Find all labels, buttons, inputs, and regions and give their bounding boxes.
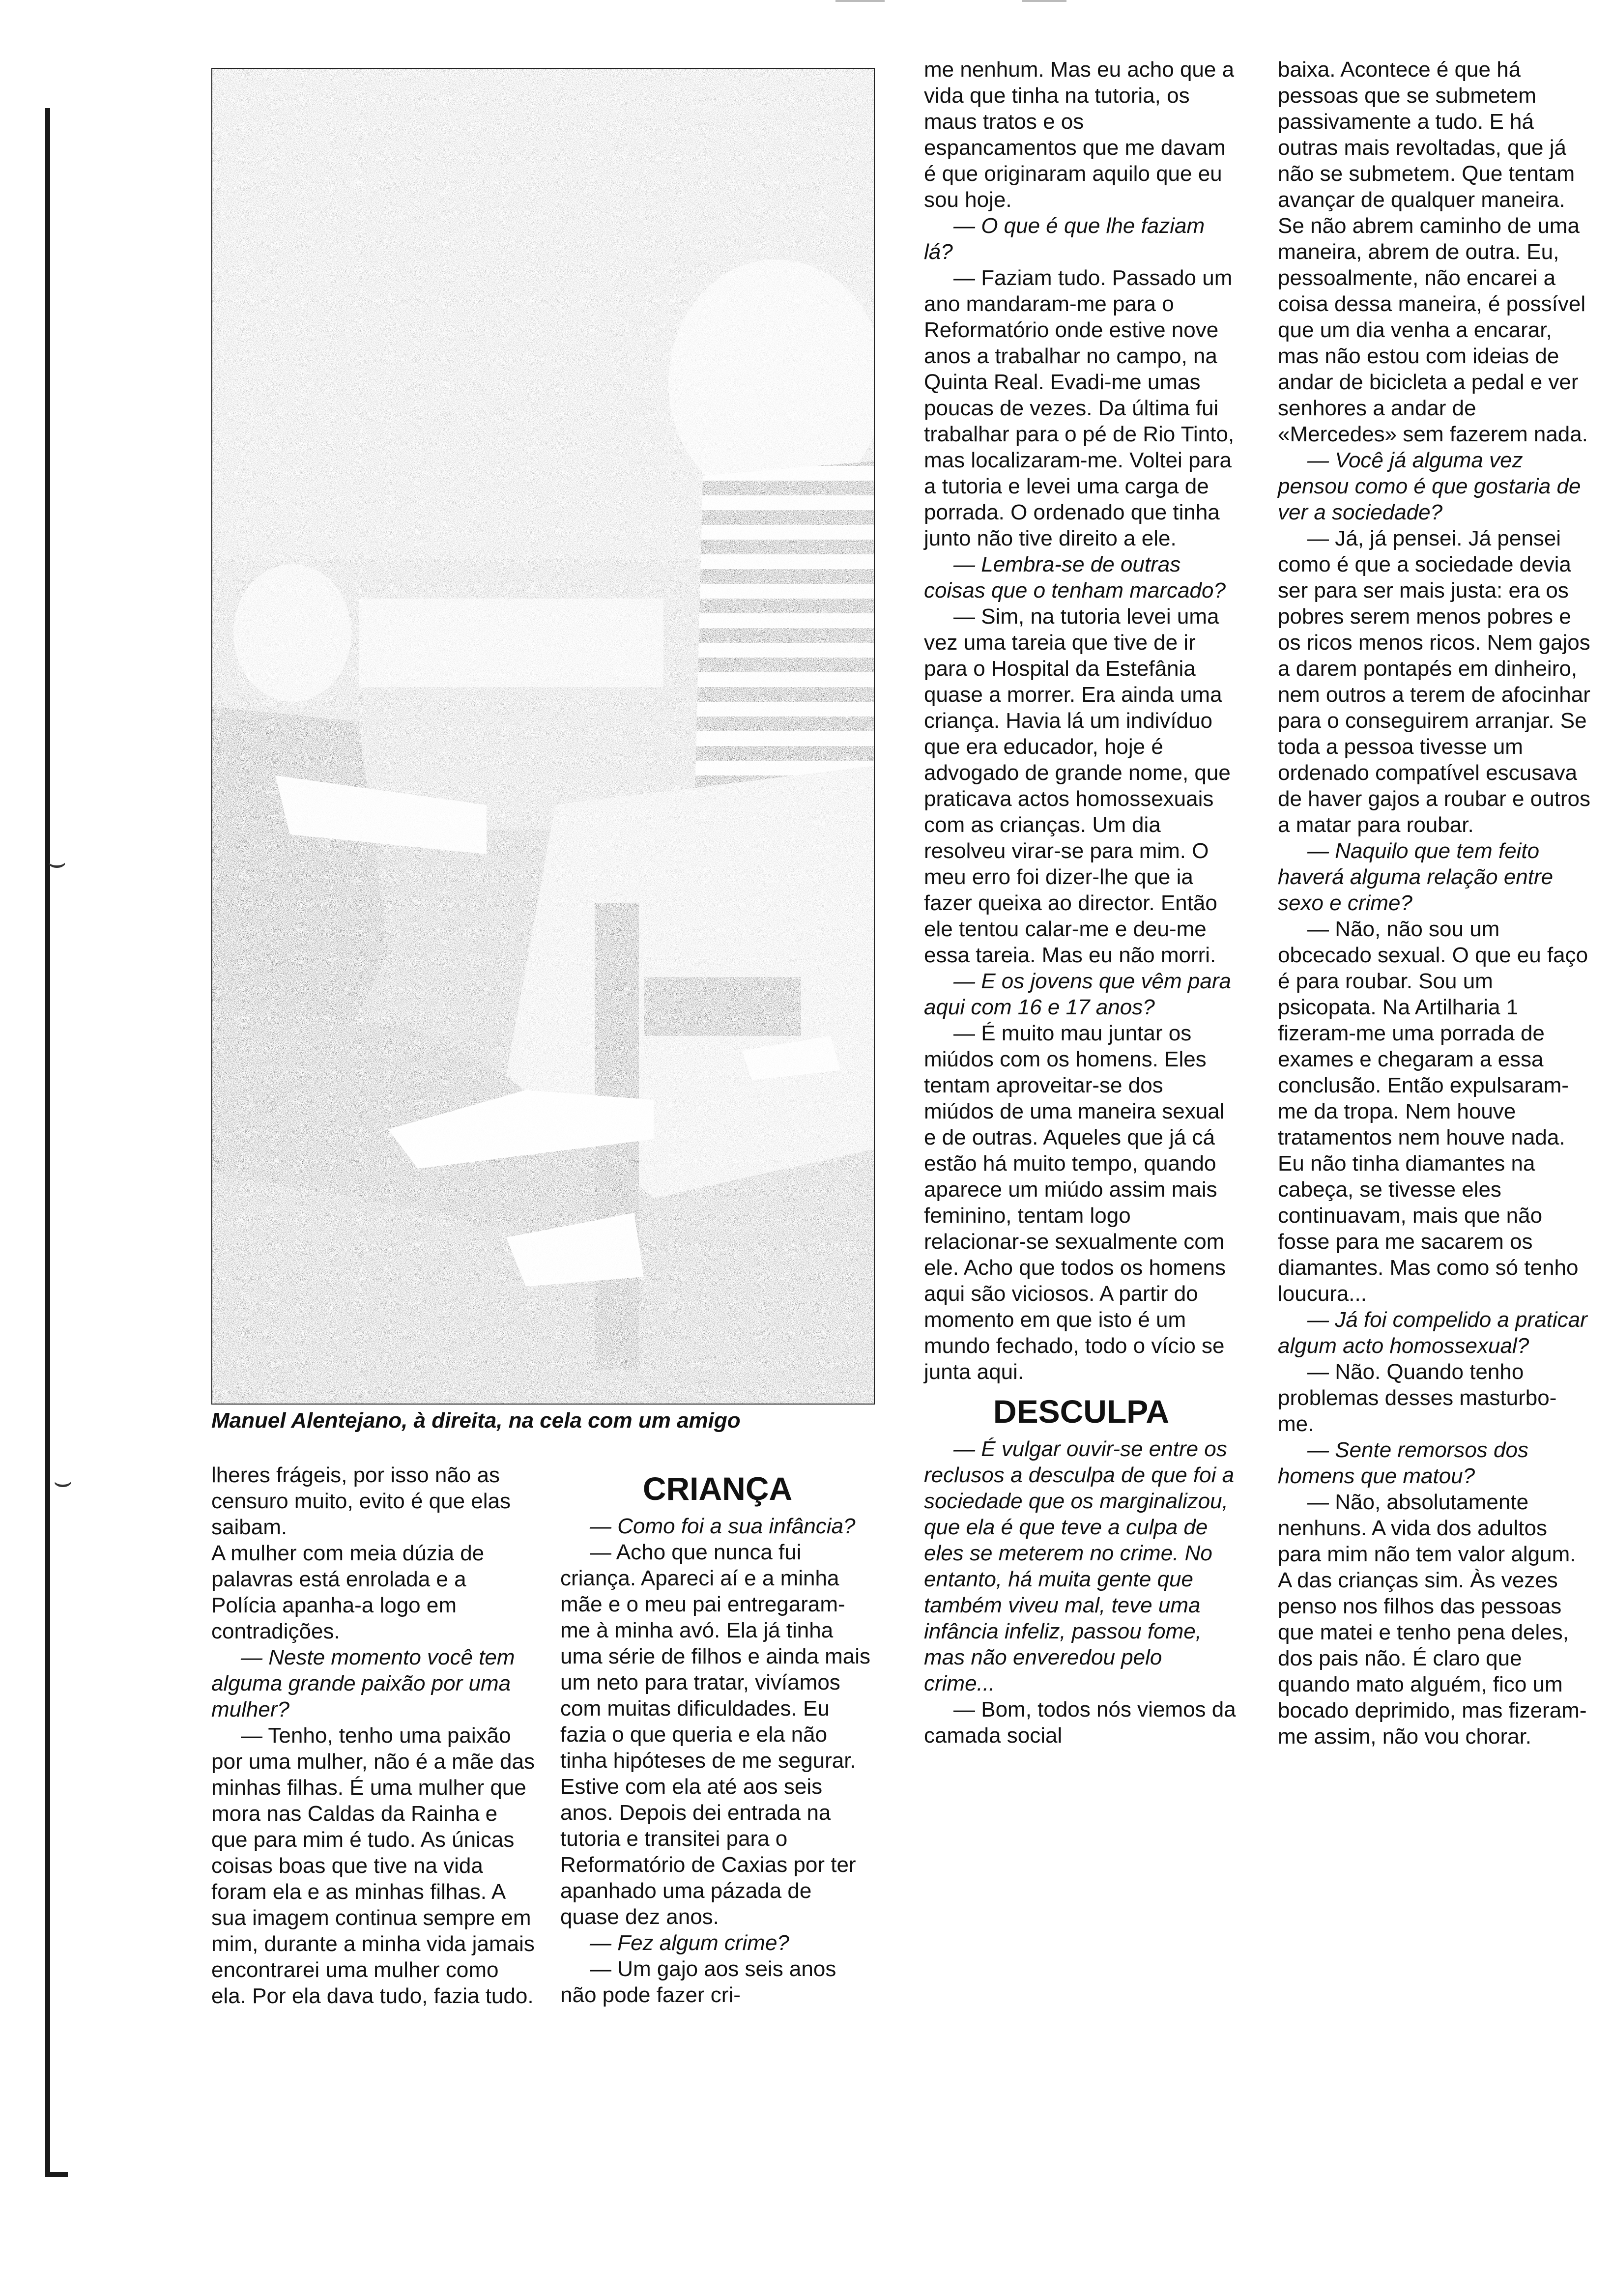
answer-paragraph: — Não, absolutamente nenhuns. A vida dos adultos para mim não tem valor algum. A das crianças sim. Às vezes penso nos filhos das pessoas que matei e tenho pena deles, dos pais não. É claro que quando mato alguém, fico um bocado deprimido, mas fizeram-me assim, não vou chorar. [1278, 1490, 1587, 1749]
section-heading-desculpa: DESCULPA [993, 1393, 1170, 1430]
answer-paragraph: — Tenho, tenho uma paixão por uma mulher, não é a mãe das minhas filhas. É uma mulher que mora nas Caldas da Rainha e que para mim é tudo. As únicas coisas boas que tive na vida foram ela e as minhas filhas. A sua imagem continua sempre em mim, durante a minha vida jamais encontrarei uma mulher como ela. Por ela dava tudo, fazia tudo. [211, 1723, 535, 2008]
edge-mark-2: ⌣ [53, 1465, 73, 1498]
text-column-3 [924, 57, 1238, 1749]
answer-paragraph: — Sim, na tutoria levei uma vez uma tareia que tive de ir para o Hospital da Estefânia quase a morrer. Era ainda uma criança. Havia lá um indivíduo que era educador, hoje é advogado de grande nome, que praticava actos homossexuais com as crianças. Um dia resolveu virar-se para mim. O meu erro foi dizer-lhe que ia fazer queixa ao director. Então ele tentou calar-me e deu-me essa tareia. Mas eu não morri. [924, 604, 1231, 967]
question-paragraph: — É vulgar ouvir-se entre os reclusos a desculpa de que foi a sociedade que os marginalizou, que ela é que teve a culpa de eles se meterem no crime. No entanto, há muita gente que também viveu mal, teve uma infância infeliz, passou fome, mas não enveredou pelo crime... [924, 1437, 1235, 1695]
question-paragraph: — Sente remorsos dos homens que matou? [1278, 1438, 1528, 1488]
question-paragraph: — Neste momento você tem alguma grande paixão por uma mulher? [211, 1645, 515, 1722]
text-column-2 [560, 1462, 875, 2008]
text-column-1 [211, 1462, 536, 2009]
answer-paragraph: — Acho que nunca fui criança. Apareci aí e a minha mãe e o meu pai entregaram-me à minha avó. Ela já tinha uma série de filhos e ainda mais um neto para tratar, vivíamos com muitas dificuldades. Eu fazia o que queria e ela não tinha hipóteses de me segurar. Estive com ela até aos seis anos. Depois dei entrada na tutoria e transitei para o Reformatório de Caxias por ter apanhado uma pázada de quase dez anos. [560, 1540, 870, 1929]
photograph-image [211, 68, 875, 1405]
answer-paragraph: — Faziam tudo. Passado um ano mandaram-me para o Reformatório onde estive nove anos a trabalhar no campo, na Quinta Real. Evadi-me umas poucas de vezes. Da última fui trabalhar para o pé de Rio Tinto, mas localizaram-me. Voltei para a tutoria e levei uma carga de porrada. O ordenado que tinha junto não tive direito a ele. [924, 266, 1235, 550]
question-paragraph: — O que é que lhe faziam lá? [924, 214, 1205, 264]
question-paragraph: — Já foi compelido a praticar algum acto homossexual? [1278, 1308, 1587, 1358]
photo-caption: Manuel Alentejano, à direita, na cela com um amigo [211, 1408, 741, 1433]
text-column-3-body-cont [924, 1436, 1238, 1749]
answer-paragraph: — É muito mau juntar os miúdos com os homens. Eles tentam aproveitar-se dos miúdos de uma maneira sexual e de outras. Aqueles que já cá estão há muito tempo, quando aparece um miúdo assim mais feminino, tentam logo relacionar-se sexualmente com ele. Acho que todos os homens aqui são viciosos. A partir do momento em que isto é um mundo fechado, todo o vício se junta aqui. [924, 1021, 1226, 1384]
left-margin-rule [45, 108, 50, 2177]
top-scan-mark [1022, 0, 1066, 2]
question-paragraph: — Você já alguma vez pensou como é que gostaria de ver a sociedade? [1278, 448, 1581, 524]
photograph [211, 68, 875, 1405]
text-column-2-body [560, 1513, 875, 2008]
question-paragraph: — Naquilo que tem feito haverá alguma relação entre sexo e crime? [1278, 839, 1554, 915]
question-paragraph: — E os jovens que vêm para aqui com 16 e 17 anos? [924, 969, 1231, 1019]
question-paragraph: — Fez algum crime? [590, 1931, 789, 1955]
answer-paragraph: me nenhum. Mas eu acho que a vida que tinha na tutoria, os maus tratos e os espancamentos que me davam é que originaram aquilo que eu sou hoje. [924, 57, 1235, 212]
answer-paragraph: A mulher com meia dúzia de palavras está enrolada e a Polícia apanha-a logo em contradições. [211, 1541, 485, 1643]
answer-paragraph: — Um gajo aos seis anos não pode fazer cri- [560, 1957, 836, 2007]
edge-mark-1: ⌣ [47, 846, 67, 879]
text-column-3-body [924, 57, 1238, 1385]
bottom-margin-rule [45, 2172, 68, 2177]
question-paragraph: — Como foi a sua infância? [590, 1514, 856, 1538]
answer-paragraph: lheres frágeis, por isso não as censuro muito, evito é que elas saibam. [211, 1463, 511, 1539]
answer-paragraph: — Bom, todos nós viemos da camada social [924, 1697, 1236, 1748]
text-column-4 [1278, 57, 1592, 1750]
answer-paragraph: baixa. Acontece é que há pessoas que se submetem passivamente a tudo. E há outras mais revoltadas, que já não se submetem. Que tentam avançar de qualquer maneira. Se não abrem caminho de uma maneira, abrem de outra. Eu, pessoalmente, não encarei a coisa dessa maneira, é possível que um dia venha a encarar, mas não estou com ideias de andar de bicicleta a pedal e ver senhores a andar de «Mercedes» sem fazerem nada. [1278, 57, 1588, 446]
section-heading-crianca: CRIANÇA [642, 1470, 793, 1507]
answer-paragraph: — Não. Quando tenho problemas desses masturbo-me. [1278, 1360, 1557, 1436]
answer-paragraph: — Não, não sou um obcecado sexual. O que eu faço é para roubar. Sou um psicopata. Na Artilharia 1 fizeram-me uma porrada de exames e chegaram a essa conclusão. Então expulsaram-me da tropa. Nem houve tratamentos nem houve nada. Eu não tinha diamantes na cabeça, se tivesse eles continuavam, mais que não fosse para me sacarem os diamantes. Mas como só tenho loucura... [1278, 917, 1588, 1306]
answer-paragraph: — Já, já pensei. Já pensei como é que a sociedade devia ser para ser mais justa: era os pobres serem menos pobres e os ricos menos ricos. Nem gajos a darem pontapés em dinheiro, nem outros a terem de afocinhar para o conseguirem arranjar. Se toda a pessoa tivesse um ordenado compatível escusava de haver gajos a roubar e outros a matar para roubar. [1278, 526, 1590, 837]
top-scan-mark [835, 0, 885, 2]
question-paragraph: — Lembra-se de outras coisas que o tenham marcado? [924, 552, 1226, 603]
